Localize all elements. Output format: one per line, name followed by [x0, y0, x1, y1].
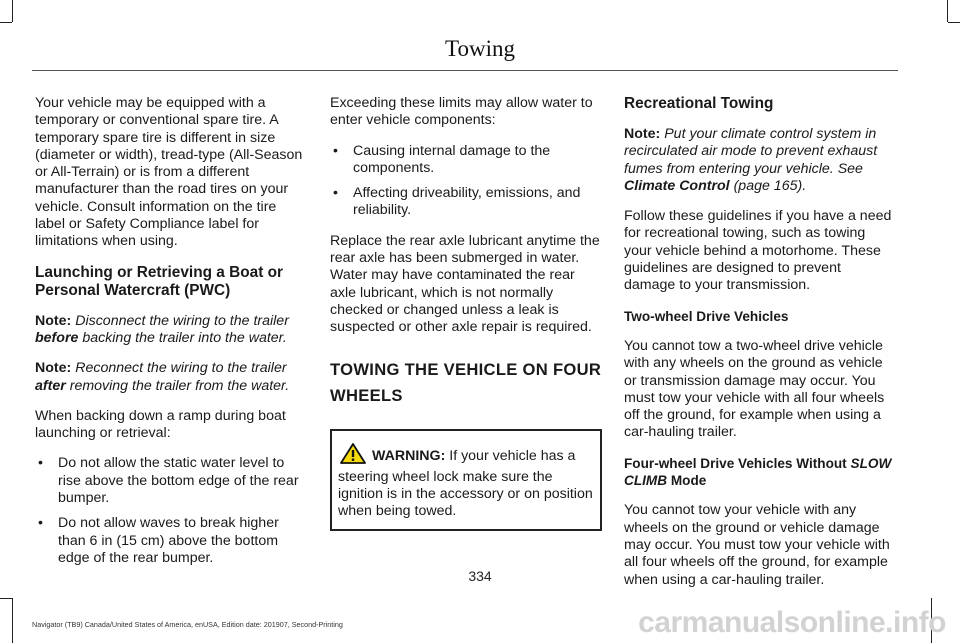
crop-mark	[0, 598, 12, 599]
limits-paragraph: Exceeding these limits may allow water to enter vehicle components:	[330, 95, 593, 129]
damage-bullet-list	[330, 143, 602, 220]
page-number: 334	[468, 568, 492, 584]
four-wheels-heading: TOWING THE VEHICLE ON FOUR WHEELS	[330, 359, 602, 405]
edition-footer: Navigator (TB9) Canada/United States of America, enUSA, Edition date: 201907, Second-Printing	[32, 620, 343, 629]
warning-text: If your vehicle has a steering wheel lock make sure the ignition is in the accessory or on position when being towed.	[338, 447, 593, 520]
axle-lubricant-paragraph: Replace the rear axle lubricant anytime the rear axle has been submerged in water. Water may have contaminated the rear axle lubricant, which is not normally checked or changed unless a leak is suspected or other axle repair is required.	[330, 232, 600, 336]
ramp-lead-paragraph: When backing down a ramp during boat launching or retrieval:	[35, 407, 286, 442]
warning-triangle-icon	[340, 443, 366, 469]
crop-mark	[947, 0, 948, 22]
note-disconnect: Note: Disconnect the wiring to the trailer before backing the trailer into the water.	[35, 312, 289, 346]
two-wheel-drive-subheading: Two-wheel Drive Vehicles	[624, 308, 789, 324]
page-title: Towing	[445, 36, 515, 61]
note-climate: Note: Put your climate control system in recirculated air mode to prevent exhaust fumes from entering your vehicle. See Climate Control (page 165).	[624, 126, 878, 194]
warning-label: WARNING:	[372, 447, 446, 464]
column-middle	[330, 95, 602, 531]
ramp-bullet-list	[35, 455, 307, 567]
crop-mark	[0, 22, 12, 23]
note-reconnect: Note: Reconnect the wiring to the trailer after removing the trailer from the water.	[35, 360, 290, 394]
climate-control-link[interactable]: Climate Control	[624, 177, 730, 194]
column-right	[624, 95, 896, 602]
list-item: • Do not allow the static water level to rise above the bottom edge of the rear bumper.	[35, 455, 307, 507]
crop-mark	[12, 0, 13, 22]
four-wheel-drive-subheading: Four-wheel Drive Vehicles Without SLOW CLIMB Mode	[624, 455, 892, 489]
recreational-towing-heading: Recreational Towing	[624, 95, 774, 112]
watermark-logo: carmanualsonline.info	[638, 606, 946, 639]
list-item: • Do not allow waves to break higher than 6 in (15 cm) above the bottom edge of the rear bumper.	[35, 515, 307, 567]
spare-tire-paragraph: Your vehicle may be equipped with a temporary or conventional spare tire. A temporary spare tire is different in size (diameter or width), tread-type (All-Season or All-Terrain) or is from a different manufacturer than the road tires on your vehicle. Consult information on the tire label or Safety Compliance label for limitations when using.	[35, 95, 303, 250]
header-divider	[32, 70, 898, 71]
four-wheel-drive-paragraph: You cannot tow your vehicle with any wheels on the ground or vehicle damage may occur. You must tow your vehicle with all four wheels off the ground, for example when using a car-hauling trailer.	[624, 502, 890, 588]
crop-mark	[948, 22, 960, 23]
crop-mark	[12, 598, 13, 643]
warning-box	[330, 429, 602, 531]
boat-launch-heading: Launching or Retrieving a Boat or Personal Watercraft (PWC)	[35, 263, 283, 299]
two-wheel-drive-paragraph: You cannot tow a two-wheel drive vehicle with any wheels on the ground as vehicle or transmission damage may occur. You must tow your vehicle with all four wheels off the ground, for example when using a car-hauling trailer.	[624, 337, 885, 441]
column-left	[35, 95, 307, 580]
list-item: • Affecting driveability, emissions, and reliability.	[330, 185, 602, 220]
guidelines-paragraph: Follow these guidelines if you have a need for recreational towing, such as towing your vehicle behind a motorhome. These guidelines are designed to prevent damage to your transmission.	[624, 208, 892, 294]
list-item: • Causing internal damage to the components.	[330, 143, 602, 178]
